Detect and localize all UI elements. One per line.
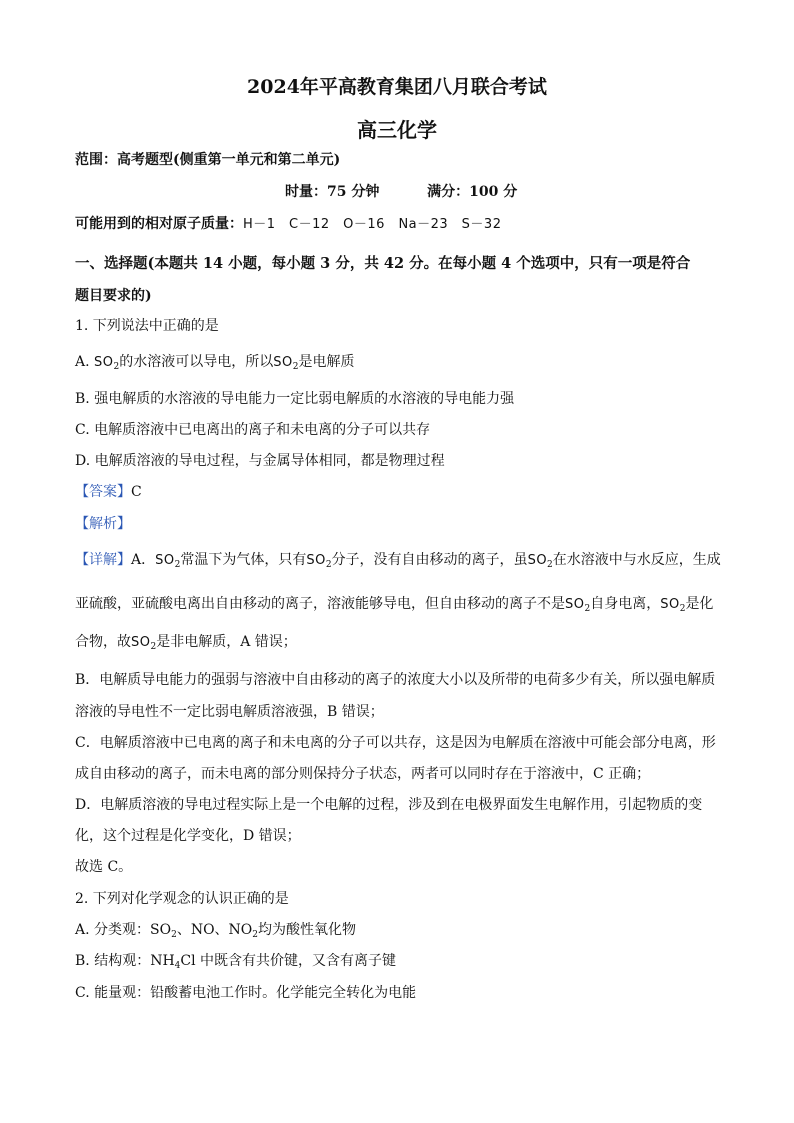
q1-detail-line3: 合物，故$SO_2$是非电解质，A 错误； <box>75 634 297 652</box>
q2-stem: 2. 下列对化学观念的认识正确的是 <box>75 891 289 907</box>
section-heading-line2: 题目要求的) <box>75 288 152 304</box>
atomic-mass-label: 可能用到的相对原子质量： <box>75 216 243 232</box>
q1-detail-line9: 化，这个过程是化学变化，D 错误； <box>75 828 301 844</box>
atomic-mass-values: H－1 C－12 O－16 Na－23 S－32 <box>243 217 502 232</box>
q1-detail-line6: C．电解质溶液中已电离的离子和未电离的分子可以共存，这是因为电解质在溶液中可能会部分电离，形 <box>75 735 716 751</box>
q1-answer <box>75 482 142 502</box>
q1-detail-line10: 故选 C。 <box>75 859 133 875</box>
exam-score: 满分：100 分 <box>427 184 518 200</box>
q1-detail-line1: 【详解】A．$SO_2$常温下为气体，只有$SO_2$分子，没有自由移动的离子，虽$SO_2$在水溶液中与水反应，生成 <box>75 552 721 570</box>
q1-detail-line2: 亚硫酸，亚硫酸电离出自由移动的离子，溶液能够导电，但自由移动的离子不是$SO_2$自身电离，$SO_2$是化 <box>75 596 714 614</box>
q2-option-c: C. 能量观：铅酸蓄电池工作时。化学能完全转化为电能 <box>75 985 417 1001</box>
exam-time: 时量：75 分钟 <box>285 184 380 200</box>
atomic-mass-line <box>75 214 501 235</box>
exam-title: 2024年平高教育集团八月联合考试 <box>247 76 547 98</box>
q1-detail-line7: 成自由移动的离子，而未电离的部分则保持分子状态，两者可以同时存在于溶液中，C 正确； <box>75 766 651 782</box>
subject-title: 高三化学 <box>357 118 437 142</box>
q1-option-b: B. 强电解质的水溶液的导电能力一定比弱电解质的水溶液的导电能力强 <box>75 391 515 407</box>
section-heading-line1: 一、选择题(本题共 14 小题，每小题 3 分，共 42 分。在每小题 4 个选项中，只有一项是符合 <box>75 255 691 272</box>
answer-label: 【答案】 <box>75 484 131 500</box>
q1-option-c: C. 电解质溶液中已电离出的离子和未电离的分子可以共存 <box>75 422 431 438</box>
q1-stem: 1. 下列说法中正确的是 <box>75 318 219 334</box>
exam-time-score <box>285 182 517 202</box>
q1-detail-line5: 溶液的导电性不一定比弱电解质溶液强，B 错误； <box>75 704 384 720</box>
q1-detail-line4: B．电解质导电能力的强弱与溶液中自由移动的离子的浓度大小以及所带的电荷多少有关，所以强电解质 <box>75 672 716 688</box>
analysis-label: 【解析】 <box>75 516 131 532</box>
answer-value: C <box>131 484 142 500</box>
exam-scope: 范围：高考题型(侧重第一单元和第二单元) <box>75 152 341 168</box>
q2-option-a: A. 分类观：$SO_2$、NO、$NO_2$均为酸性氧化物 <box>75 922 357 940</box>
q1-option-d: D. 电解质溶液的导电过程，与金属导体相同，都是物理过程 <box>75 453 445 469</box>
detail-label: 【详解】 <box>75 552 131 568</box>
q1-detail-line8: D．电解质溶液的导电过程实际上是一个电解的过程，涉及到在电极界面发生电解作用，引起物质的变 <box>75 797 703 813</box>
q2-option-b: B. 结构观：$NH_4Cl$ 中既含有共价键，又含有离子键 <box>75 953 397 971</box>
q1-option-a: A. $SO_2$的水溶液可以导电，所以$SO_2$是电解质 <box>75 354 355 372</box>
